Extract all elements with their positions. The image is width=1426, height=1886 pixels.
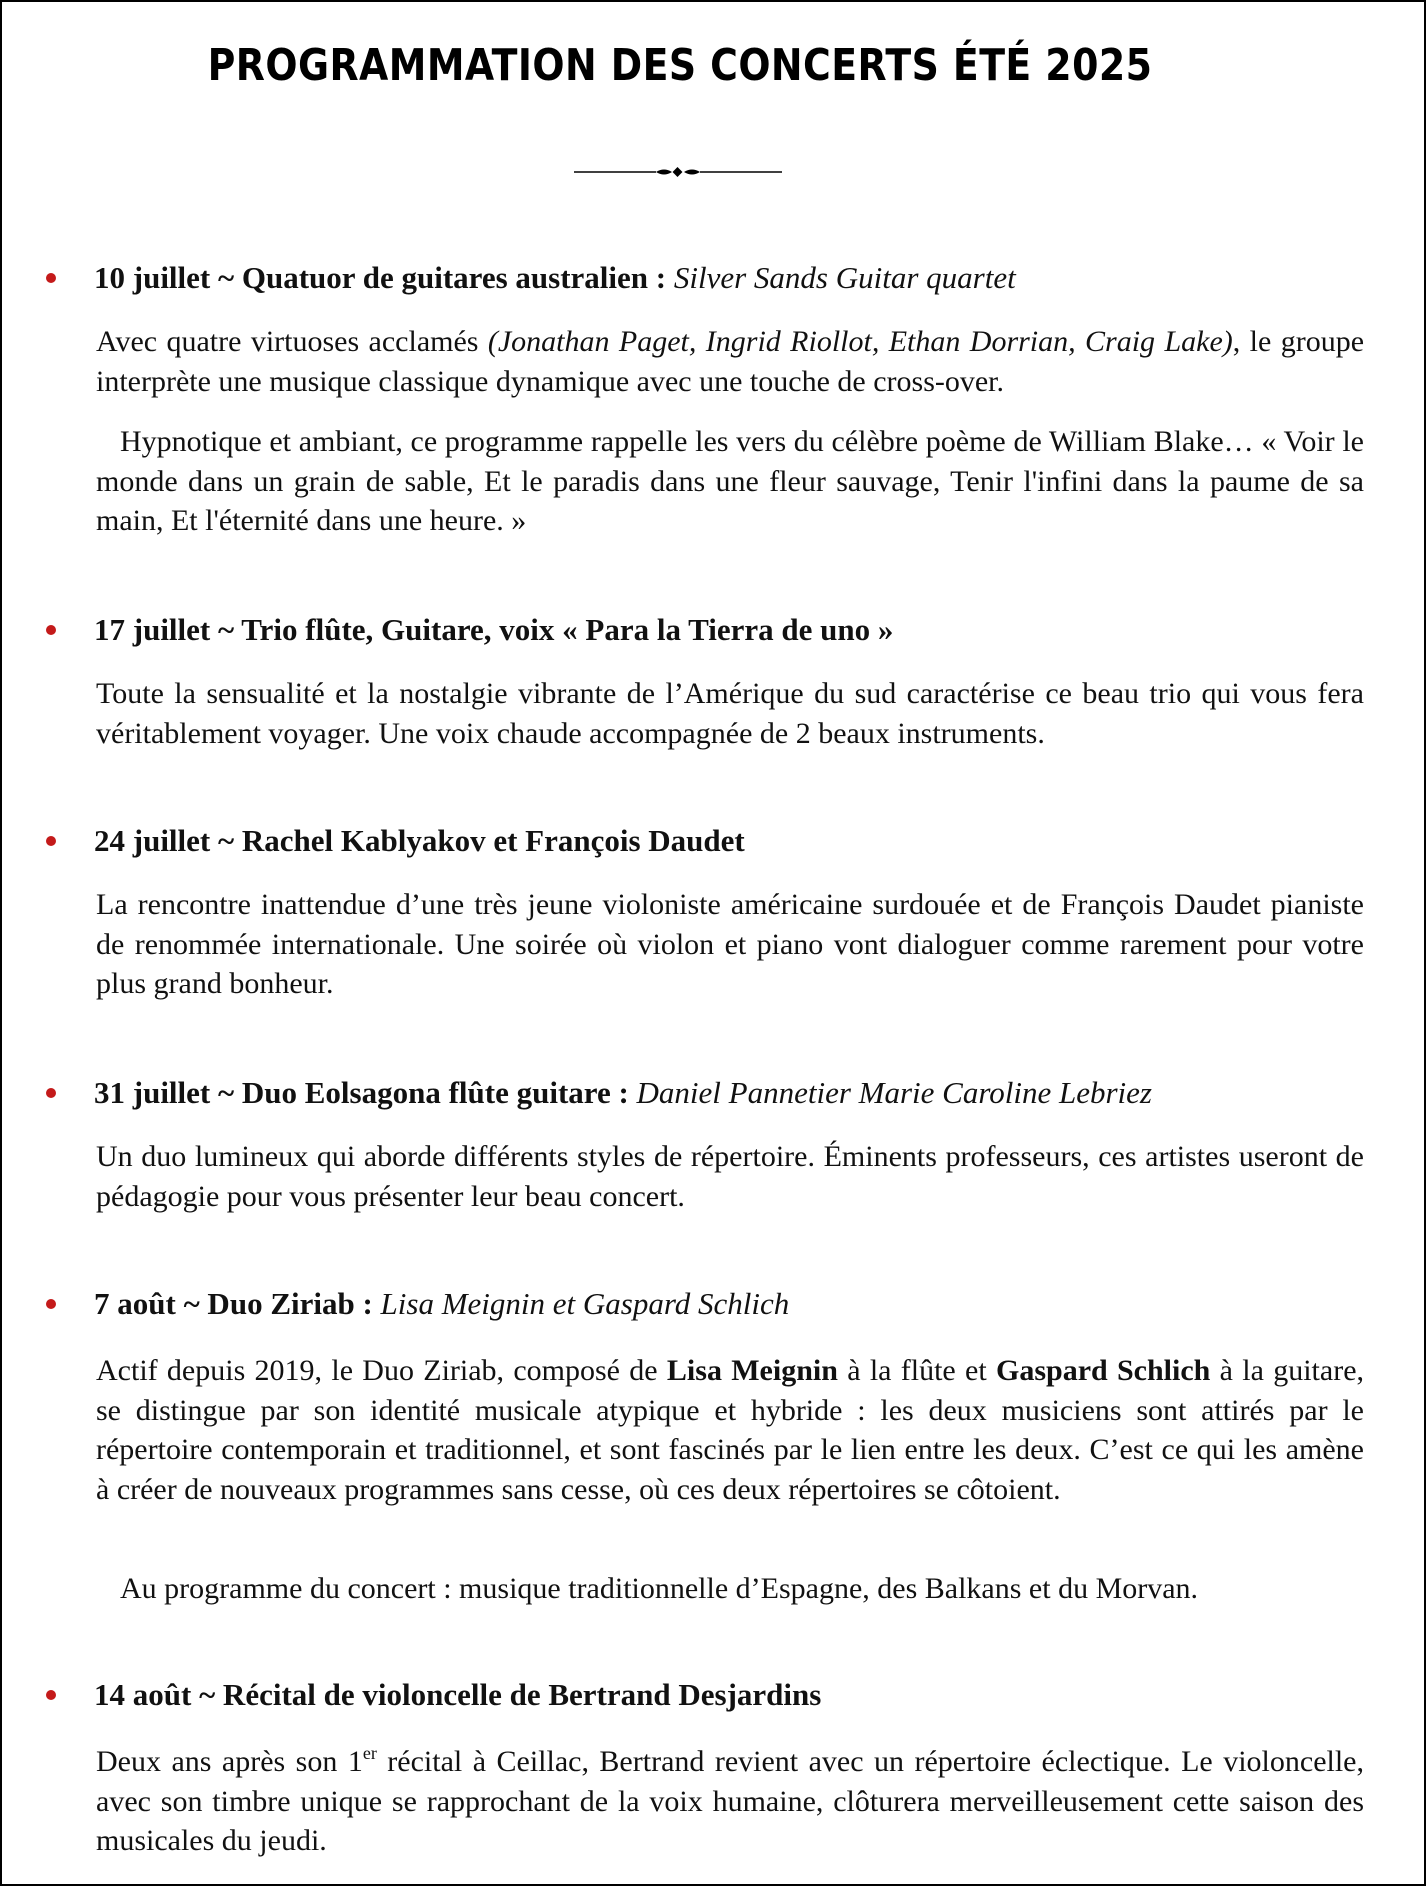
concert-description-2: Hypnotique et ambiant, ce programme rappelle les vers du célèbre poème de William Blake… « Voir le monde dans un grain de sable, Et le paradis dans une fleur sauvage, Tenir l'infini dans la paume de sa main, Et l'éternité dans une heure. » <box>96 425 1364 537</box>
bullet-icon <box>46 836 56 846</box>
concert-heading <box>94 1285 1378 1323</box>
concert-description: Deux ans après son 1er récital à Ceillac, Bertrand revient avec un répertoire éclectique. Le violoncelle, avec son timbre unique se rapprochant de la voix humaine, clôturera merveilleusement cette saison des musicales du jeudi. <box>96 1743 1365 1857</box>
concert-description: Actif depuis 2019, le Duo Ziriab, composé de Lisa Meignin à la flûte et Gaspard Schlich à la guitare, se distingue par son identité musicale atypique et hybride : les deux musiciens sont attirés par le répertoire contemporain et traditionnel, et sont fascinés par le lien entre les deux. C’est ce qui les amène à créer de nouveaux programmes sans cesse, où ces deux répertoires se côtoient. <box>96 1354 1365 1506</box>
concert-description: Un duo lumineux qui aborde différents styles de répertoire. Éminents professeurs, ces artistes useront de pédagogie pour vous présenter leur beau concert. <box>96 1140 1364 1213</box>
page-title: PROGRAMMATION DES CONCERTS ÉTÉ 2025 <box>207 40 1153 91</box>
concert-description-2: Au programme du concert : musique traditionnelle d’Espagne, des Balkans et du Morvan. <box>120 1572 1199 1605</box>
bullet-icon <box>46 1088 56 1098</box>
concert-title: 10 juillet ~ Quatuor de guitares australien : <box>94 260 667 295</box>
musician-name: Lisa Meignin <box>666 1354 838 1387</box>
concert-title: 14 août ~ Récital de violoncelle de Bertrand Desjardins <box>94 1677 822 1712</box>
bullet-icon <box>46 273 56 283</box>
concert-heading <box>94 1676 1378 1714</box>
concert-performers: Daniel Pannetier Marie Caroline Lebriez <box>636 1075 1152 1110</box>
concert-title: 24 juillet ~ Rachel Kablyakov et François Daudet <box>94 823 745 858</box>
concert-performers: Silver Sands Guitar quartet <box>673 260 1016 295</box>
concert-heading <box>94 822 1378 860</box>
concert-heading <box>94 611 1378 649</box>
concert-title: 31 juillet ~ Duo Eolsagona flûte guitare : <box>94 1075 629 1110</box>
concert-description: Toute la sensualité et la nostalgie vibrante de l’Amérique du sud caractérise ce beau trio qui vous fera véritablement voyager. Une voix chaude accompagnée de 2 beaux instruments. <box>96 677 1364 750</box>
concert-performers: Lisa Meignin et Gaspard Schlich <box>380 1286 790 1321</box>
musician-names: (Jonathan Paget, Ingrid Riollot, Ethan Dorrian, Craig Lake) <box>487 325 1233 358</box>
ornamental-divider <box>572 162 784 182</box>
concert-description: La rencontre inattendue d’une très jeune violoniste américaine surdouée et de François Daudet pianiste de renommée internationale. Une soirée où violon et piano vont dialoguer comme rarement pour votre plus grand bonheur. <box>96 888 1364 1000</box>
concert-description: Avec quatre virtuoses acclamés (Jonathan Paget, Ingrid Riollot, Ethan Dorrian, Craig Lake), le groupe interprète une musique classique dynamique avec une touche de cross-over. <box>96 325 1365 398</box>
concert-heading <box>94 1074 1378 1112</box>
concert-heading <box>94 259 1378 297</box>
concert-title: 17 juillet ~ Trio flûte, Guitare, voix « Para la Tierra de uno » <box>94 612 894 647</box>
musician-name: Gaspard Schlich <box>996 1354 1211 1387</box>
bullet-icon <box>46 1690 56 1700</box>
concert-title: 7 août ~ Duo Ziriab : <box>94 1286 373 1321</box>
bullet-icon <box>46 1299 56 1309</box>
bullet-icon <box>46 625 56 635</box>
